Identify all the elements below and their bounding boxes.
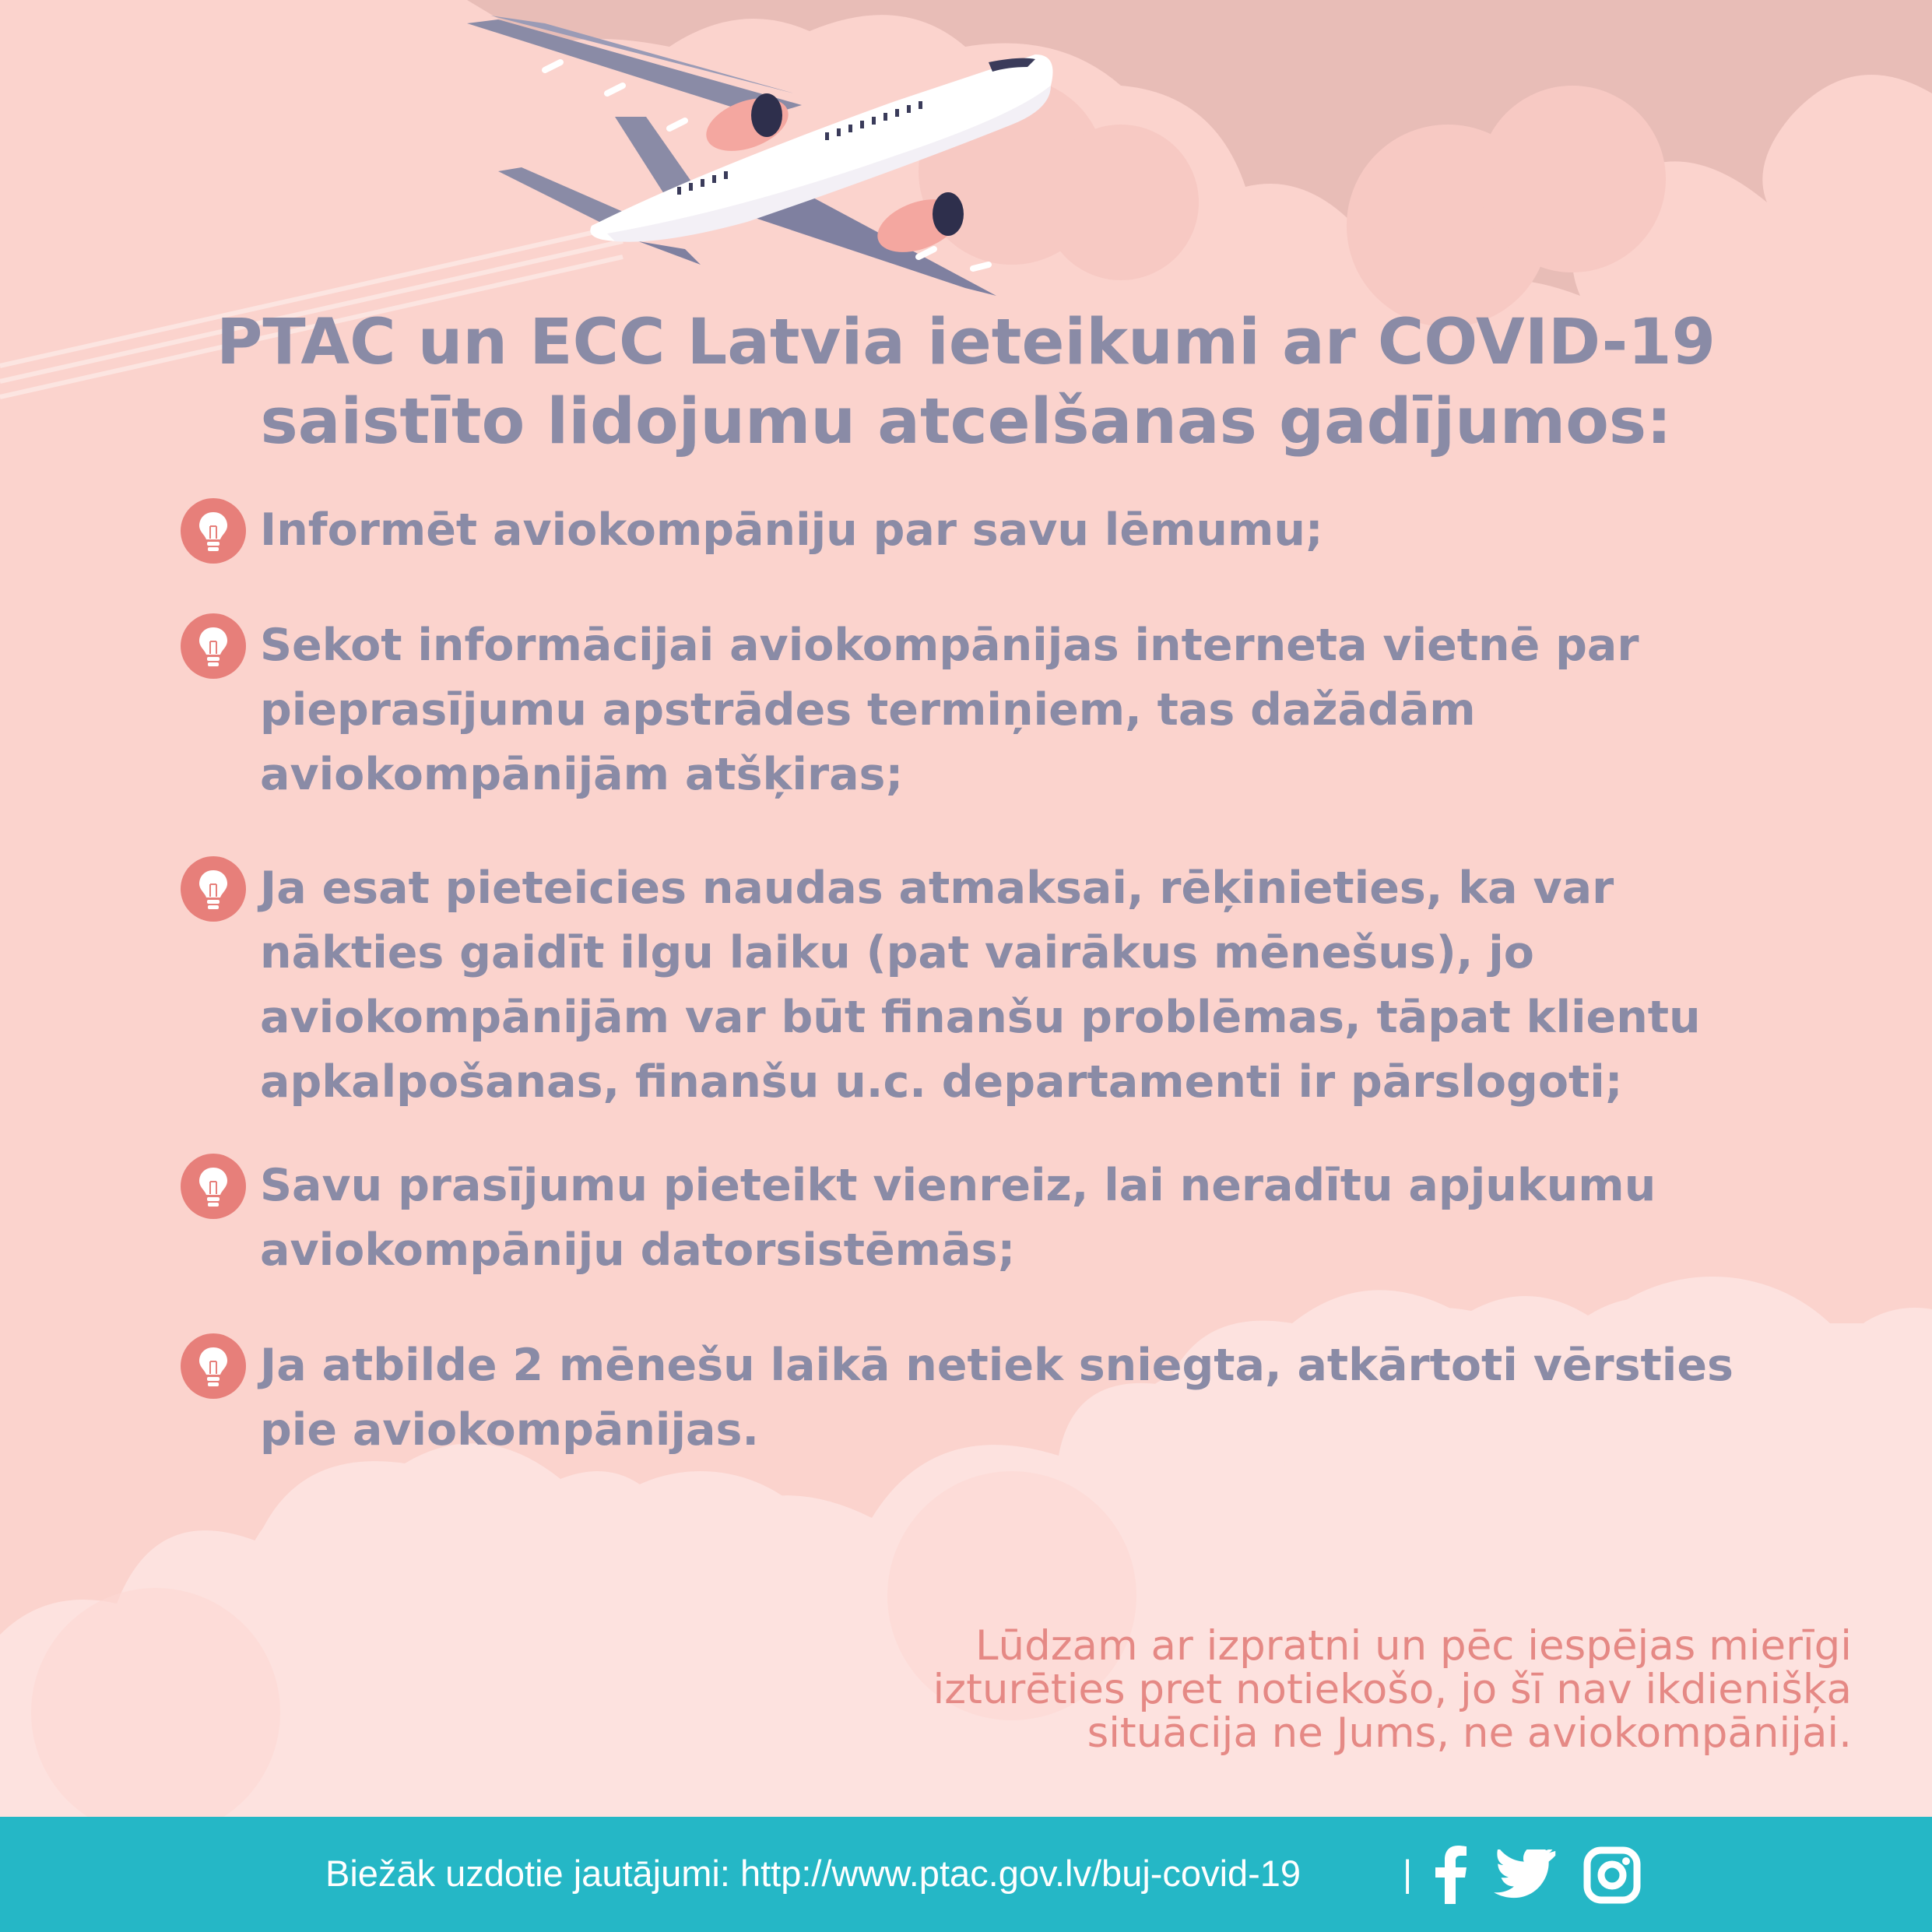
tip-text: Informēt aviokompāniju par savu lēmumu;	[260, 504, 1323, 556]
tip-text: Sekot informācijai aviokompānijas interneta vietnē par pieprasījumu apstrādes termiņiem, tas dažādām aviokompānijām atšķiras;	[260, 620, 1639, 800]
facebook-icon[interactable]	[1431, 1845, 1470, 1904]
lightbulb-icon	[181, 856, 246, 922]
closing-note: Lūdzam ar izpratni un pēc iespējas mierīgi izturēties pret notiekošo, jo šī nav ikdienišķa situācija ne Jums, ne aviokompānijai.	[933, 1622, 1852, 1757]
lightbulb-icon	[181, 1154, 246, 1219]
title-line-1: PTAC un ECC Latvia ieteikumi ar COVID-19	[216, 306, 1716, 379]
instagram-icon[interactable]	[1583, 1846, 1641, 1904]
upper-cloud-shape	[467, 0, 1932, 311]
footer-bar	[0, 1817, 1932, 1932]
title-line-2: saistīto lidojumu atcelšanas gadījumos:	[260, 385, 1672, 458]
lightbulb-icon	[181, 1333, 246, 1399]
faq-link[interactable]: Biežāk uzdotie jautājumi: http://www.ptac.gov.lv/buj-covid-19	[325, 1853, 1301, 1894]
tip-text: Savu prasījumu pieteikt vienreiz, lai neradītu apjukumu aviokompāniju datorsistēmās;	[260, 1160, 1656, 1276]
tip-text: Ja esat pieteicies naudas atmaksai, rēķinieties, ka var nākties gaidīt ilgu laiku (pat vairākus mēnešus), jo aviokompānijām var būt finanšu problēmas, tāpat klientu apkalpošanas, finanšu u.c. departamenti ir pārslogoti;	[260, 862, 1701, 1108]
tip-text: Ja atbilde 2 mēnešu laikā netiek sniegta, atkārtoti vērsties pie aviokompānijas.	[260, 1340, 1734, 1456]
lightbulb-icon	[181, 613, 246, 679]
lightbulb-icon	[181, 498, 246, 564]
twitter-icon[interactable]	[1493, 1849, 1558, 1902]
footer-separator: |	[1403, 1853, 1413, 1894]
